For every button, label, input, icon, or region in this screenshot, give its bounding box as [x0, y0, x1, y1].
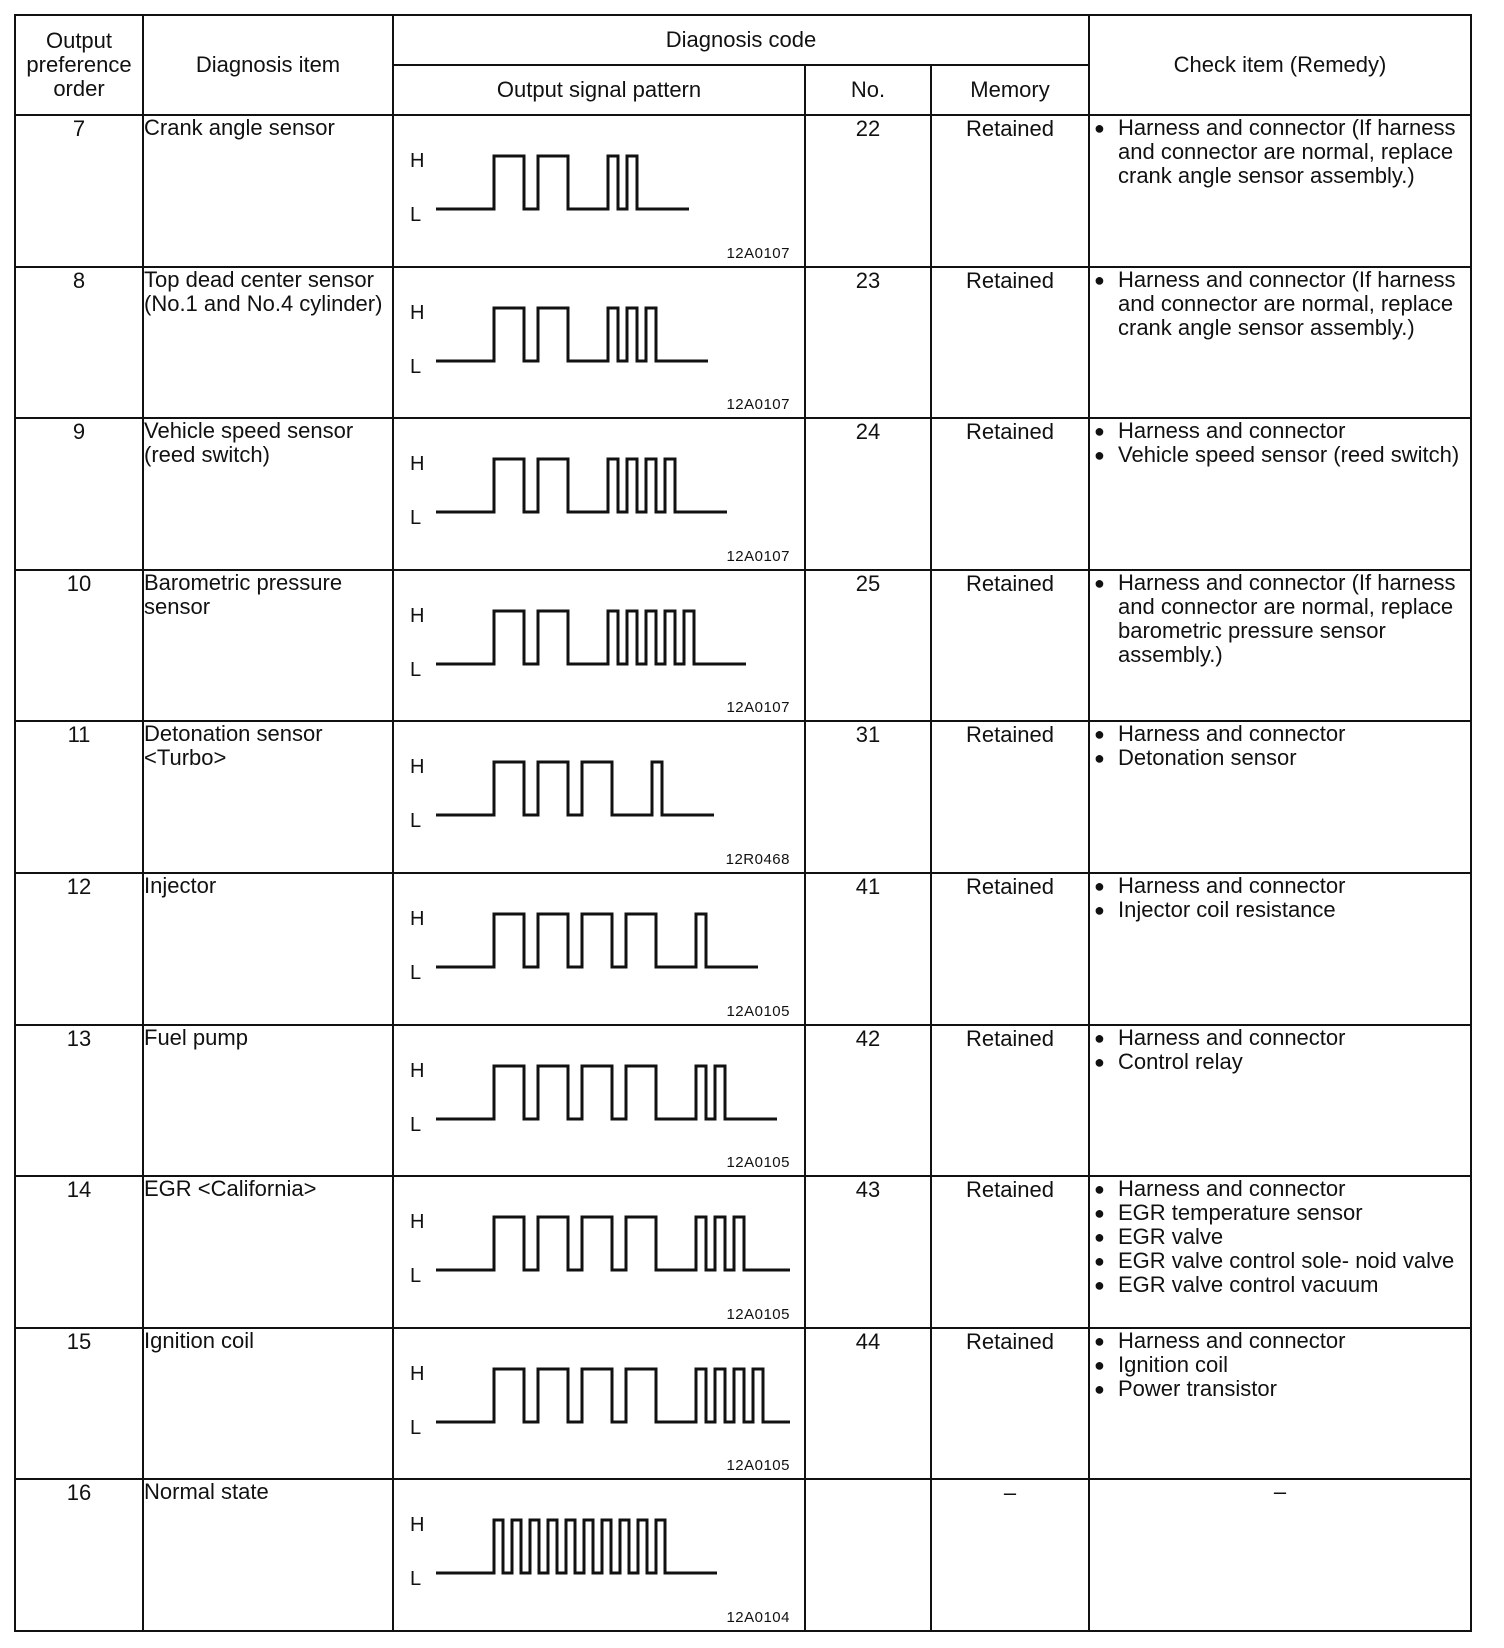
- diagnosis-code-number: 23: [805, 267, 931, 419]
- header-check-item: Check item (Remedy): [1089, 15, 1471, 115]
- pattern-code: 12A0107: [726, 244, 790, 262]
- check-item-list: [1090, 571, 1470, 667]
- diagnosis-item: EGR <California>: [143, 1176, 393, 1328]
- diagnosis-item: Barometric pressure sensor: [143, 570, 393, 722]
- pattern-code: 12A0105: [726, 1457, 790, 1475]
- signal-high-label: H: [410, 1059, 425, 1082]
- check-item: ● Vehicle speed sensor (reed switch): [1094, 442, 1460, 468]
- bullet-icon: ●: [1094, 421, 1105, 442]
- bullet-icon: ●: [1094, 1251, 1105, 1272]
- output-signal-pattern: [393, 1176, 805, 1328]
- signal-low-label: L: [410, 1568, 422, 1591]
- signal-low-label: L: [410, 1265, 422, 1288]
- output-signal-pattern: [393, 721, 805, 873]
- signal-low-label: L: [410, 658, 422, 681]
- bullet-icon: ●: [1094, 1027, 1105, 1048]
- diagnosis-item: Detonation sensor <Turbo>: [143, 721, 393, 873]
- diagnosis-code-number: 24: [805, 418, 931, 570]
- bullet-icon: ●: [1094, 1051, 1105, 1072]
- bullet-icon: ●: [1094, 269, 1105, 290]
- signal-high-label: H: [410, 453, 425, 476]
- signal-low-label: L: [410, 507, 422, 530]
- signal-low-label: L: [410, 1113, 422, 1136]
- diagnosis-code-number: [805, 1479, 931, 1631]
- diagnosis-item: Vehicle speed sensor (reed switch): [143, 418, 393, 570]
- check-item-list: [1090, 419, 1470, 467]
- output-signal-pattern: [393, 1328, 805, 1480]
- signal-low-label: L: [410, 1416, 422, 1439]
- signal-waveform: [434, 1480, 794, 1608]
- memory-status: Retained: [931, 418, 1089, 570]
- signal-waveform: [434, 571, 794, 699]
- pattern-code: 12A0104: [726, 1609, 790, 1626]
- check-item: ● Harness and connector: [1094, 1024, 1346, 1050]
- pattern-code: 12A0107: [726, 699, 790, 717]
- bullet-icon: ●: [1094, 1203, 1105, 1224]
- check-item-remedy: [1089, 721, 1471, 873]
- check-item: ● Harness and connector (If harness and connector are normal, replace barometric pressure sensor assembly.): [1094, 569, 1456, 667]
- diagnosis-item: Ignition coil: [143, 1328, 393, 1480]
- diagnosis-code-number: 42: [805, 1025, 931, 1177]
- check-item: ● EGR temperature sensor: [1094, 1200, 1363, 1226]
- memory-status: –: [931, 1479, 1089, 1631]
- check-item-remedy: [1089, 873, 1471, 1025]
- signal-high-label: H: [410, 907, 425, 930]
- output-signal-pattern: [393, 570, 805, 722]
- check-item-list: [1090, 1177, 1470, 1297]
- memory-status: Retained: [931, 1328, 1089, 1480]
- header-no: No.: [805, 65, 931, 115]
- memory-status: Retained: [931, 115, 1089, 267]
- output-signal-pattern: [393, 1479, 805, 1631]
- table-row: [15, 267, 1471, 419]
- output-order: 9: [15, 418, 143, 570]
- header-order: Output preference order: [15, 15, 143, 115]
- memory-status: Retained: [931, 1176, 1089, 1328]
- check-item: ● Harness and connector: [1094, 1176, 1346, 1202]
- signal-low-label: L: [410, 810, 422, 833]
- output-order: 16: [15, 1479, 143, 1631]
- memory-status: Retained: [931, 873, 1089, 1025]
- memory-status: Retained: [931, 570, 1089, 722]
- pattern-code: 12A0105: [726, 1305, 790, 1323]
- check-item-remedy: [1089, 418, 1471, 570]
- output-order: 8: [15, 267, 143, 419]
- output-signal-pattern: [393, 1025, 805, 1177]
- check-item: ● Power transistor: [1094, 1375, 1277, 1401]
- check-item-remedy: [1089, 115, 1471, 267]
- signal-waveform: [434, 116, 794, 244]
- signal-waveform: [434, 268, 794, 396]
- diagnosis-code-number: 22: [805, 115, 931, 267]
- diagnosis-item: Injector: [143, 873, 393, 1025]
- check-item: ● Harness and connector (If harness and connector are normal, replace crank angle sensor assembly.): [1094, 266, 1456, 340]
- check-item: ● Ignition coil: [1094, 1351, 1229, 1377]
- bullet-icon: ●: [1094, 445, 1105, 466]
- check-item-list: [1090, 1329, 1470, 1401]
- check-item-remedy: [1089, 570, 1471, 722]
- output-order: 15: [15, 1328, 143, 1480]
- check-item: ● EGR valve control sole- noid valve: [1094, 1248, 1455, 1274]
- output-order: 7: [15, 115, 143, 267]
- bullet-icon: ●: [1094, 1378, 1105, 1399]
- header-signal-pattern: Output signal pattern: [393, 65, 805, 115]
- check-item: ● EGR valve: [1094, 1224, 1224, 1250]
- table-row: [15, 570, 1471, 722]
- table-row: [15, 721, 1471, 873]
- header-item: Diagnosis item: [143, 15, 393, 115]
- signal-high-label: H: [410, 604, 425, 627]
- diagnosis-code-number: 41: [805, 873, 931, 1025]
- pattern-code: 12A0107: [726, 547, 790, 565]
- check-item-remedy: [1089, 1025, 1471, 1177]
- check-item: ● Harness and connector (If harness and connector are normal, replace crank angle sensor assembly.): [1094, 115, 1456, 188]
- bullet-icon: ●: [1094, 1330, 1105, 1351]
- check-item-list: [1090, 268, 1470, 340]
- memory-status: Retained: [931, 267, 1089, 419]
- header-memory: Memory: [931, 65, 1089, 115]
- check-item-list: [1090, 116, 1470, 188]
- table-row: [15, 1176, 1471, 1328]
- signal-waveform: [434, 1329, 794, 1457]
- check-item-remedy: [1089, 1479, 1471, 1631]
- pattern-code: 12A0105: [726, 1154, 790, 1172]
- bullet-icon: ●: [1094, 875, 1105, 896]
- signal-waveform: [434, 722, 794, 850]
- check-item: ● Control relay: [1094, 1048, 1243, 1074]
- signal-low-label: L: [410, 204, 422, 226]
- table-row: [15, 873, 1471, 1025]
- output-signal-pattern: [393, 267, 805, 419]
- signal-high-label: H: [410, 1211, 425, 1234]
- diagnosis-item: Fuel pump: [143, 1025, 393, 1177]
- memory-status: Retained: [931, 1025, 1089, 1177]
- check-item: ● Detonation sensor: [1094, 745, 1297, 771]
- signal-low-label: L: [410, 355, 422, 378]
- bullet-icon: ●: [1094, 1275, 1105, 1296]
- bullet-icon: ●: [1094, 748, 1105, 769]
- check-item-list: [1090, 1026, 1470, 1074]
- diagnosis-code-number: 31: [805, 721, 931, 873]
- check-item-list: [1090, 722, 1470, 770]
- signal-waveform: [434, 419, 794, 547]
- check-item: ● Harness and connector: [1094, 418, 1346, 444]
- signal-waveform: [434, 1177, 794, 1305]
- header-diagnosis-code: Diagnosis code: [393, 15, 1089, 65]
- check-item: ● EGR valve control vacuum: [1094, 1272, 1379, 1298]
- diagnosis-item: Top dead center sensor (No.1 and No.4 cylinder): [143, 267, 393, 419]
- pattern-code: 12A0107: [726, 396, 790, 414]
- diagnosis-code-number: 43: [805, 1176, 931, 1328]
- signal-waveform: [434, 1026, 794, 1154]
- output-order: 11: [15, 721, 143, 873]
- check-item: ● Harness and connector: [1094, 721, 1346, 747]
- table-row: [15, 115, 1471, 267]
- check-item-list: [1090, 874, 1470, 922]
- bullet-icon: ●: [1094, 899, 1105, 920]
- table-row: [15, 418, 1471, 570]
- check-item-remedy: [1089, 1328, 1471, 1480]
- check-item: ● Injector coil resistance: [1094, 896, 1336, 922]
- bullet-icon: ●: [1094, 572, 1105, 593]
- signal-high-label: H: [410, 1362, 425, 1385]
- output-order: 12: [15, 873, 143, 1025]
- output-order: 14: [15, 1176, 143, 1328]
- signal-high-label: H: [410, 150, 425, 172]
- bullet-icon: ●: [1094, 118, 1105, 138]
- output-signal-pattern: [393, 873, 805, 1025]
- output-signal-pattern: [393, 115, 805, 267]
- check-item-remedy: [1089, 1176, 1471, 1328]
- diagnosis-code-table: [14, 14, 1472, 1632]
- check-item: ● Harness and connector: [1094, 1327, 1346, 1353]
- bullet-icon: ●: [1094, 724, 1105, 745]
- output-order: 13: [15, 1025, 143, 1177]
- check-item-remedy: [1089, 267, 1471, 419]
- diagnosis-item: Normal state: [143, 1479, 393, 1631]
- bullet-icon: ●: [1094, 1179, 1105, 1200]
- pattern-code: 12A0105: [726, 1002, 790, 1020]
- signal-waveform: [434, 874, 794, 1002]
- table-row: [15, 1479, 1471, 1631]
- signal-high-label: H: [410, 301, 425, 324]
- pattern-code: 12R0468: [725, 850, 790, 868]
- table-row: [15, 1025, 1471, 1177]
- output-signal-pattern: [393, 418, 805, 570]
- signal-low-label: L: [410, 961, 422, 984]
- signal-high-label: H: [410, 756, 425, 779]
- signal-high-label: H: [410, 1514, 425, 1537]
- check-item: ● Harness and connector: [1094, 872, 1346, 898]
- bullet-icon: ●: [1094, 1354, 1105, 1375]
- diagnosis-code-number: 44: [805, 1328, 931, 1480]
- check-item-none: –: [1273, 1479, 1287, 1505]
- diagnosis-code-number: 25: [805, 570, 931, 722]
- table-row: [15, 1328, 1471, 1480]
- output-order: 10: [15, 570, 143, 722]
- memory-status: Retained: [931, 721, 1089, 873]
- diagnosis-item: Crank angle sensor: [143, 115, 393, 267]
- bullet-icon: ●: [1094, 1227, 1105, 1248]
